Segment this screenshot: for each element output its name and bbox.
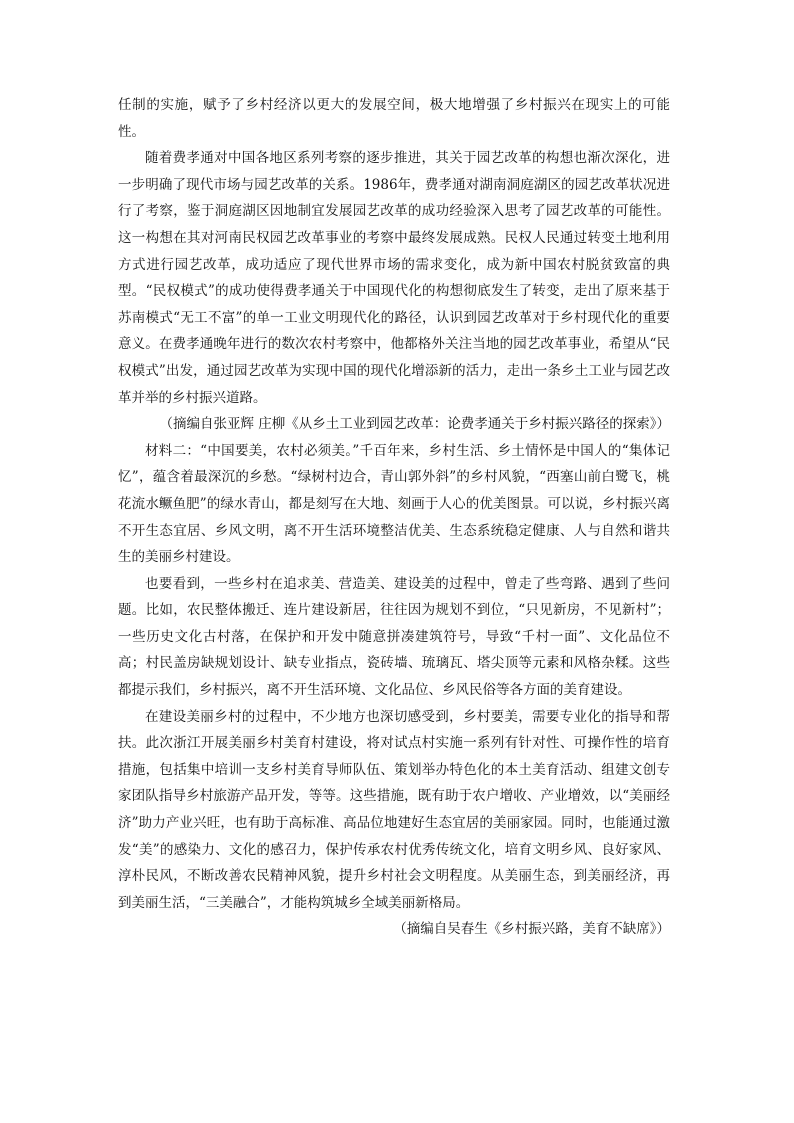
paragraph-beautiful-village-construction: 在建设美丽乡村的过程中，不少地方也深切感受到，乡村要美，需要专业化的指导和帮扶。此次浙江开展美丽乡村美育村建设，将对试点村实施一系列有针对性、可操作性的培育措施，包括集中培训一支乡村美育导师队伍、策划举办特色化的本土美育活动、组建文创专家团队指导乡村旅游产品开发，等等。这些措施，既有助于农户增收、产业增效，以“美丽经济”助力产业兴旺，也有助于高标准、高品位地建好生态宜居的美丽家园。同时，也能通过激发“美”的感染力、文化的感召力，保护传承农村优秀传统文化，培育文明乡风、良好家风、淳朴民风，不断改善农民精神风貌，提升乡村社会文明程度。从美丽生态，到美丽经济，再到美丽生活，“三美融合”，才能构筑城乡全域美丽新格局。 (118, 708, 670, 911)
paragraph-fei-xiaotong-horticulture: 随着费孝通对中国各地区系列考察的逐步推进，其关于园艺改革的构想也渐次深化，进一步明确了现代市场与园艺改革的关系。1986年，费孝通对湖南洞庭湖区的园艺改革状况进行了考察，鉴于洞庭湖区因地制宜发展园艺改革的成功经验深入思考了园艺改革的可能性。这一构想在其对河南民权园艺改革事业的考察中最终发展成熟。民权人民通过转变土地利用方式进行园艺改革，成功适应了现代世界市场的需求变化，成为新中国农村脱贫致富的典型。“民权模式”的成功使得费孝通关于中国现代化的构想彻底发生了转变，走出了原来基于苏南模式“无工不富”的单一工业文明现代化的路径，认识到园艺改革对于乡村现代化的重要意义。在费孝通晚年进行的数次农村考察中，他都格外关注当地的园艺改革事业，希望从“民权模式”出发，通过园艺改革为实现中国的现代化增添新的活力，走出一条乡土工业与园艺改革并举的乡村振兴道路。 (118, 150, 670, 406)
source-citation-2: （摘编自吴春生《乡村振兴路，美育不缺席》） (393, 921, 670, 938)
paragraph-material-two: 材料二：“中国要美，农村必须美。”千百年来，乡村生活、乡土情怀是中国人的“集体记忆”，蕴含着最深沉的乡愁。“绿树村边合，青山郭外斜”的乡村风貌，“西塞山前白鹭飞，桃花流水鳜鱼肥”的绿水青山，都是刻写在大地、刻画于人心的优美图景。可以说，乡村振兴离不开生态宜居、乡风文明，离不开生活环境整洁优美、生态系统稳定健康、人与自然和谐共生的美丽乡村建设。 (118, 442, 670, 566)
source-citation-1: （摘编自张亚辉 庄柳《从乡土工业到园艺改革：论费孝通关于乡村振兴路径的探索》） (159, 416, 670, 433)
paragraph-continuation: 任制的实施，赋予了乡村经济以更大的发展空间，极大地增强了乡村振兴在现实上的可能性。 (118, 97, 670, 140)
paragraph-detours-problems: 也要看到，一些乡村在追求美、营造美、建设美的过程中，曾走了些弯路、遇到了些问题。比如，农民整体搬迁、连片建设新居，往往因为规划不到位，“只见新房，不见新村”；一些历史文化古村落，在保护和开发中随意拼凑建筑符号，导致“千村一面”、文化品位不高；村民盖房缺规划设计、缺专业指点，瓷砖墙、琉璃瓦、塔尖顶等元素和风格杂糅。这些都提示我们，乡村振兴，离不开生活环境、文化品位、乡风民俗等各方面的美育建设。 (118, 575, 670, 699)
article-body (118, 92, 670, 943)
